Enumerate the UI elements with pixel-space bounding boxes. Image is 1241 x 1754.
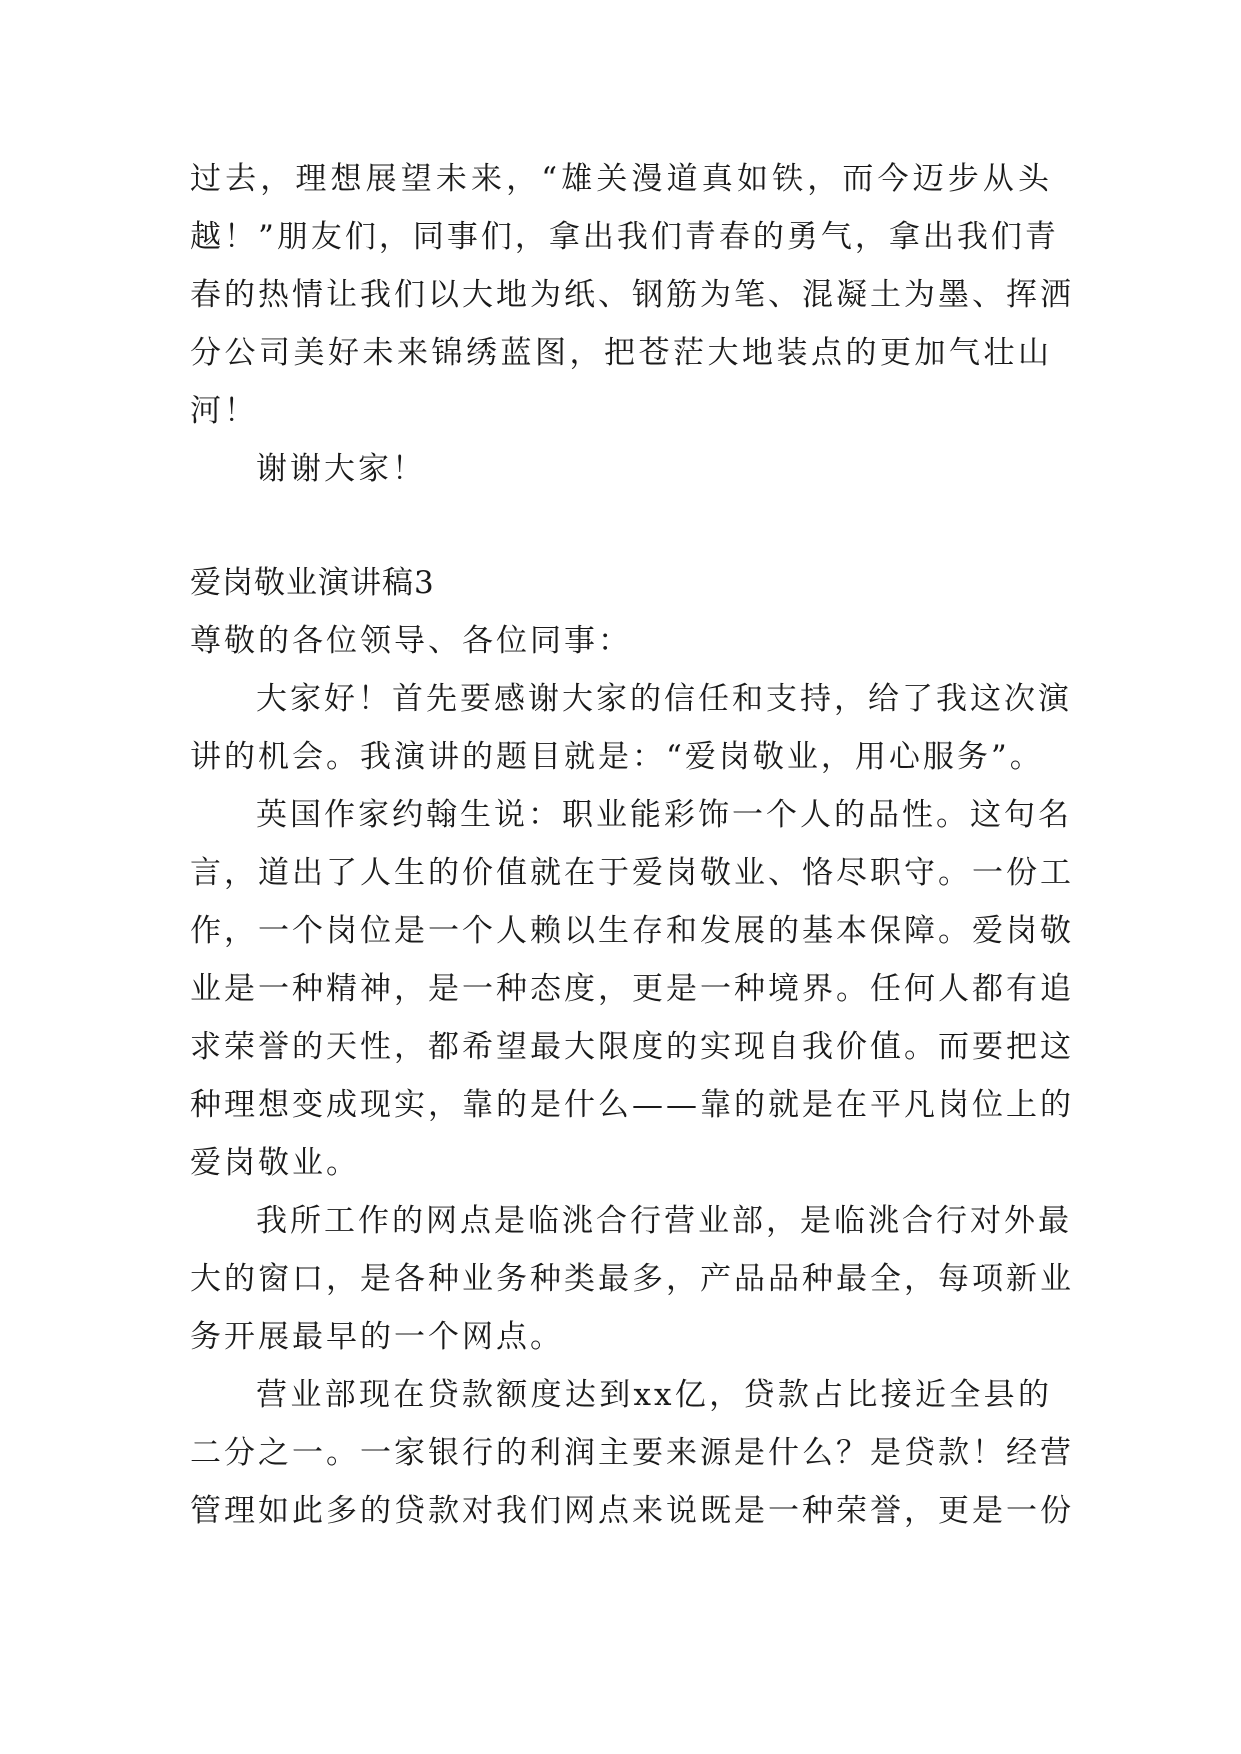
text-line: 言，道出了人生的价值就在于爱岗敬业、恪尽职守。一份工	[190, 855, 1074, 891]
text-line: 过去，理想展望未来，“雄关漫道真如铁，而今迈步从头	[190, 161, 1052, 197]
text-line: 讲的机会。我演讲的题目就是：“爱岗敬业，用心服务”。	[190, 739, 1044, 775]
speech-title: 爱岗敬业演讲稿3	[190, 565, 435, 601]
text-line: 种理想变成现实，靠的是什么——靠的就是在平凡岗位上的	[190, 1087, 1074, 1123]
paragraph-2	[190, 786, 1074, 1192]
text-line: 大家好！首先要感谢大家的信任和支持，给了我这次演	[256, 681, 1072, 717]
paragraph-4	[190, 1366, 1074, 1540]
text-line: 爱岗敬业。	[190, 1145, 360, 1181]
paragraph-3	[190, 1192, 1074, 1366]
text-line: 大的窗口，是各种业务种类最多，产品品种最全，每项新业	[190, 1261, 1074, 1297]
text-line: 务开展最早的一个网点。	[190, 1319, 564, 1355]
text-line: 二分之一。一家银行的利润主要来源是什么？是贷款！经营	[190, 1435, 1074, 1471]
text-line: 河！	[190, 393, 258, 429]
text-line: 业是一种精神，是一种态度，更是一种境界。任何人都有追	[190, 971, 1074, 1007]
continuation-paragraph	[190, 150, 1074, 440]
text-line: 分公司美好未来锦绣蓝图，把苍茫大地装点的更加气壮山	[190, 335, 1052, 371]
text-line: 管理如此多的贷款对我们网点来说既是一种荣誉，更是一份	[190, 1493, 1074, 1529]
text-line: 营业部现在贷款额度达到xx亿，贷款占比接近全县的	[256, 1377, 1052, 1413]
salutation: 尊敬的各位领导、各位同事：	[190, 623, 632, 659]
text-line: 我所工作的网点是临洮合行营业部，是临洮合行对外最	[256, 1203, 1072, 1239]
document-page	[190, 150, 1074, 1540]
paragraph-1	[190, 670, 1072, 786]
text-line: 求荣誉的天性，都希望最大限度的实现自我价值。而要把这	[190, 1029, 1074, 1065]
text-line: 英国作家约翰生说：职业能彩饰一个人的品性。这句名	[256, 797, 1072, 833]
text-line: 越！”朋友们，同事们，拿出我们青春的勇气，拿出我们青	[190, 219, 1059, 255]
text-line: 作，一个岗位是一个人赖以生存和发展的基本保障。爱岗敬	[190, 913, 1074, 949]
text-line: 春的热情让我们以大地为纸、钢筋为笔、混凝土为墨、挥洒	[190, 277, 1074, 313]
section-gap	[190, 498, 1052, 554]
thanks-line: 谢谢大家！	[256, 451, 426, 487]
